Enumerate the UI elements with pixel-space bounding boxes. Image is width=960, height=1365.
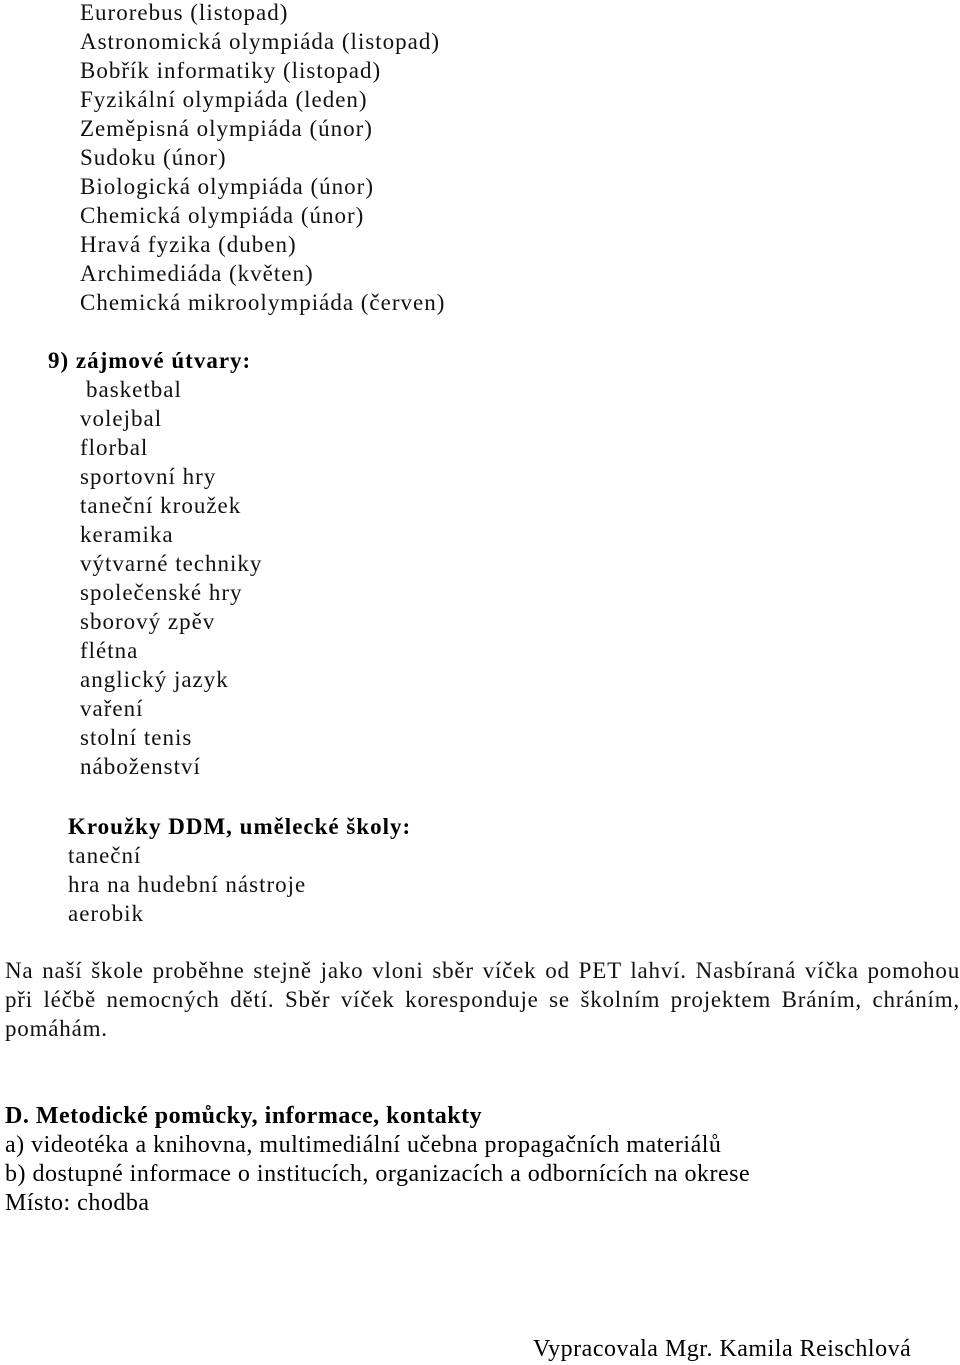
section-d bbox=[5, 1102, 750, 1218]
note-line: při léčbě nemocných dětí. Sběr víček koresponduje se školním projektem Bráním, chráním, bbox=[5, 987, 960, 1012]
ddm-heading: Kroužky DDM, umělecké školy: bbox=[68, 814, 412, 839]
competition-item: Hravá fyzika (duben) bbox=[80, 232, 297, 257]
activity-item: volejbal bbox=[80, 406, 163, 431]
competition-item: Chemická mikroolympiáda (červen) bbox=[80, 290, 446, 315]
note-line: Na naší škole proběhne stejně jako vloni sběr víček od PET lahví. Nasbíraná víčka pomohou bbox=[5, 958, 960, 983]
activity-item: sborový zpěv bbox=[80, 609, 216, 634]
activity-item: basketbal bbox=[86, 377, 182, 402]
signature bbox=[533, 1335, 911, 1364]
activity-item: sportovní hry bbox=[80, 464, 217, 489]
ddm-section bbox=[68, 812, 411, 928]
activities-heading: 9) zájmové útvary: bbox=[48, 348, 252, 373]
activity-item: florbal bbox=[80, 435, 149, 460]
ddm-item: hra na hudební nástroje bbox=[68, 872, 307, 897]
activity-item: anglický jazyk bbox=[80, 667, 229, 692]
competition-item: Eurorebus (listopad) bbox=[80, 0, 289, 25]
ddm-item: taneční bbox=[68, 843, 142, 868]
section-d-heading: D. Metodické pomůcky, informace, kontakty bbox=[5, 1103, 483, 1129]
section-d-line: a) videotéka a knihovna, multimediální učebna propagačních materiálů bbox=[5, 1132, 722, 1158]
section-d-line: b) dostupné informace o institucích, organizacích a odbornících na okrese bbox=[5, 1161, 751, 1187]
competition-item: Astronomická olympiáda (listopad) bbox=[80, 29, 441, 54]
location-line: Místo: chodba bbox=[5, 1190, 150, 1216]
activities-section bbox=[48, 346, 263, 781]
note-line: pomáhám. bbox=[5, 1016, 108, 1041]
competition-item: Fyzikální olympiáda (leden) bbox=[80, 87, 368, 112]
activity-item: vaření bbox=[80, 696, 144, 721]
activity-item: taneční kroužek bbox=[80, 493, 242, 518]
activity-item: výtvarné techniky bbox=[80, 551, 263, 576]
activity-item: flétna bbox=[80, 638, 139, 663]
competition-item: Bobřík informatiky (listopad) bbox=[80, 58, 382, 83]
competitions-list bbox=[80, 0, 445, 317]
bottle-cap-collection-note bbox=[5, 956, 960, 1043]
competition-item: Archimediáda (květen) bbox=[80, 261, 314, 286]
competition-item: Zeměpisná olympiáda (únor) bbox=[80, 116, 373, 141]
competition-item: Chemická olympiáda (únor) bbox=[80, 203, 365, 228]
activity-item: náboženství bbox=[80, 754, 201, 779]
activity-item: společenské hry bbox=[80, 580, 243, 605]
ddm-item: aerobik bbox=[68, 901, 144, 926]
activity-item: stolní tenis bbox=[80, 725, 193, 750]
competition-item: Sudoku (únor) bbox=[80, 145, 227, 170]
signature-text: Vypracovala Mgr. Kamila Reischlová bbox=[533, 1336, 912, 1362]
competition-item: Biologická olympiáda (únor) bbox=[80, 174, 374, 199]
activity-item: keramika bbox=[80, 522, 174, 547]
